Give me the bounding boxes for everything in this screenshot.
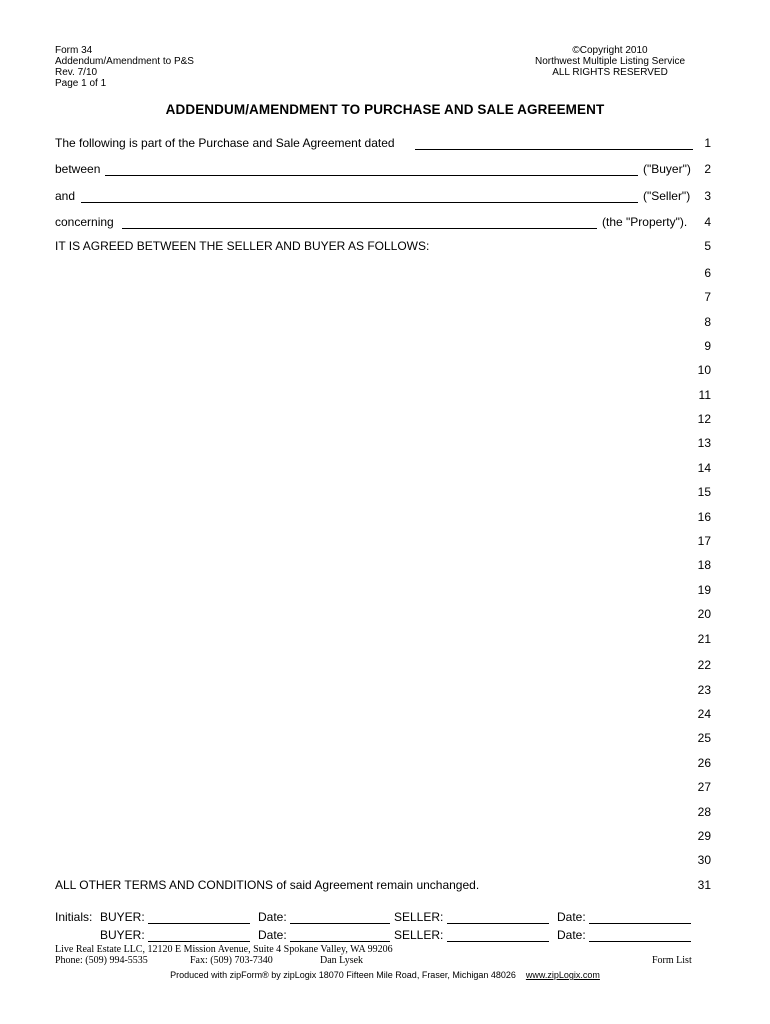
concerning-label: concerning	[55, 215, 114, 229]
line-number: 4	[704, 215, 711, 229]
line-number: 17	[697, 534, 711, 548]
form-header-right	[520, 45, 700, 78]
line-number: 16	[697, 510, 711, 524]
seller-initials-2	[394, 928, 549, 942]
form-revision: Rev. 7/10	[55, 67, 98, 78]
buyer-date-1	[258, 910, 390, 924]
buyer-initials-1	[100, 910, 250, 924]
line-number: 29	[697, 829, 711, 843]
buyer-date-field[interactable]	[290, 911, 390, 924]
produced-by	[0, 970, 770, 980]
line-number: 18	[697, 558, 711, 572]
seller-date-field[interactable]	[589, 911, 691, 924]
buyer-row	[55, 162, 715, 178]
buyer-name-field[interactable]	[105, 162, 638, 176]
form-list-link[interactable]: Form List	[652, 955, 692, 966]
form-name: Addendum/Amendment to P&S	[55, 56, 194, 67]
form-number: Form 34	[55, 45, 93, 56]
dated-field[interactable]	[415, 136, 693, 150]
buyer-initials-field[interactable]	[148, 929, 250, 942]
line-number: 9	[704, 339, 711, 353]
document-title: ADDENDUM/AMENDMENT TO PURCHASE AND SALE AGREEMENT	[165, 102, 605, 117]
date-label: Date:	[557, 910, 586, 924]
buyer-initials-field[interactable]	[148, 911, 250, 924]
line-number: 8	[704, 315, 711, 329]
property-row	[55, 215, 715, 231]
line-number: 2	[704, 162, 711, 176]
seller-name-field[interactable]	[81, 189, 638, 203]
line-number: 1	[704, 136, 711, 150]
seller-date-2	[557, 928, 691, 942]
line-number: 11	[698, 388, 711, 402]
buyer-date-field[interactable]	[290, 929, 390, 942]
buyer-label: BUYER:	[100, 910, 145, 924]
dated-label: The following is part of the Purchase and Sale Agreement dated	[55, 136, 395, 150]
seller-initials-field[interactable]	[447, 929, 549, 942]
line-number: 7	[704, 290, 711, 304]
copyright: ©Copyright 2010	[572, 45, 648, 56]
line-number: 15	[697, 485, 711, 499]
page-indicator: Page 1 of 1	[55, 78, 107, 89]
line-number: 13	[697, 436, 711, 450]
line-number: 28	[697, 805, 711, 819]
company-phone: Phone: (509) 994-5535	[55, 955, 148, 966]
agreed-statement: IT IS AGREED BETWEEN THE SELLER AND BUYER AS FOLLOWS:	[55, 239, 430, 253]
property-field[interactable]	[122, 215, 597, 229]
date-label: Date:	[258, 910, 287, 924]
seller-label: SELLER:	[394, 928, 444, 942]
date-label: Date:	[557, 928, 586, 942]
line-number: 25	[697, 731, 711, 745]
line-number: 22	[697, 658, 711, 672]
line-number: 26	[697, 756, 711, 770]
seller-label: SELLER:	[394, 910, 444, 924]
terms-text-area[interactable]	[55, 258, 675, 868]
seller-initials-1	[394, 910, 549, 924]
seller-date-1	[557, 910, 691, 924]
date-label: Date:	[258, 928, 287, 942]
line-number: 12	[697, 412, 711, 426]
line-number: 19	[697, 583, 711, 597]
line-number: 14	[697, 461, 711, 475]
initials-label: Initials:	[55, 910, 93, 924]
between-label: between	[55, 162, 101, 176]
line-number: 30	[697, 853, 711, 867]
line-number: 31	[697, 878, 711, 892]
dated-row	[55, 136, 715, 152]
line-number: 20	[697, 607, 711, 621]
seller-suffix: ("Seller")	[643, 189, 691, 203]
ziplogix-link[interactable]: www.zipLogix.com	[525, 970, 600, 980]
line-number: 21	[697, 632, 711, 646]
seller-row	[55, 189, 715, 205]
and-label: and	[55, 189, 76, 203]
seller-date-field[interactable]	[589, 929, 691, 942]
agent-name: Dan Lysek	[320, 955, 364, 966]
company-info: Live Real Estate LLC, 12120 E Mission Avenue, Suite 4 Spokane Valley, WA 99206	[55, 944, 393, 955]
line-number: 10	[697, 363, 711, 377]
company-fax: Fax: (509) 703-7340	[190, 955, 273, 966]
property-suffix: (the "Property").	[602, 215, 688, 229]
buyer-suffix: ("Buyer")	[643, 162, 691, 176]
produced-text: Produced with zipForm® by zipLogix 18070 Fifteen Mile Road, Fraser, Michigan 48026	[170, 970, 516, 980]
seller-initials-field[interactable]	[447, 911, 549, 924]
line-number: 3	[704, 189, 711, 203]
rights: ALL RIGHTS RESERVED	[552, 67, 668, 78]
line-number: 5	[704, 239, 711, 253]
form-header-left	[55, 45, 194, 89]
closing-statement: ALL OTHER TERMS AND CONDITIONS of said Agreement remain unchanged.	[55, 878, 480, 892]
line-number: 6	[704, 266, 711, 280]
buyer-date-2	[258, 928, 390, 942]
publisher: Northwest Multiple Listing Service	[534, 56, 686, 67]
line-number: 24	[697, 707, 711, 721]
line-number: 27	[697, 780, 711, 794]
buyer-label: BUYER:	[100, 928, 145, 942]
line-number: 23	[697, 683, 711, 697]
buyer-initials-2	[100, 928, 250, 942]
